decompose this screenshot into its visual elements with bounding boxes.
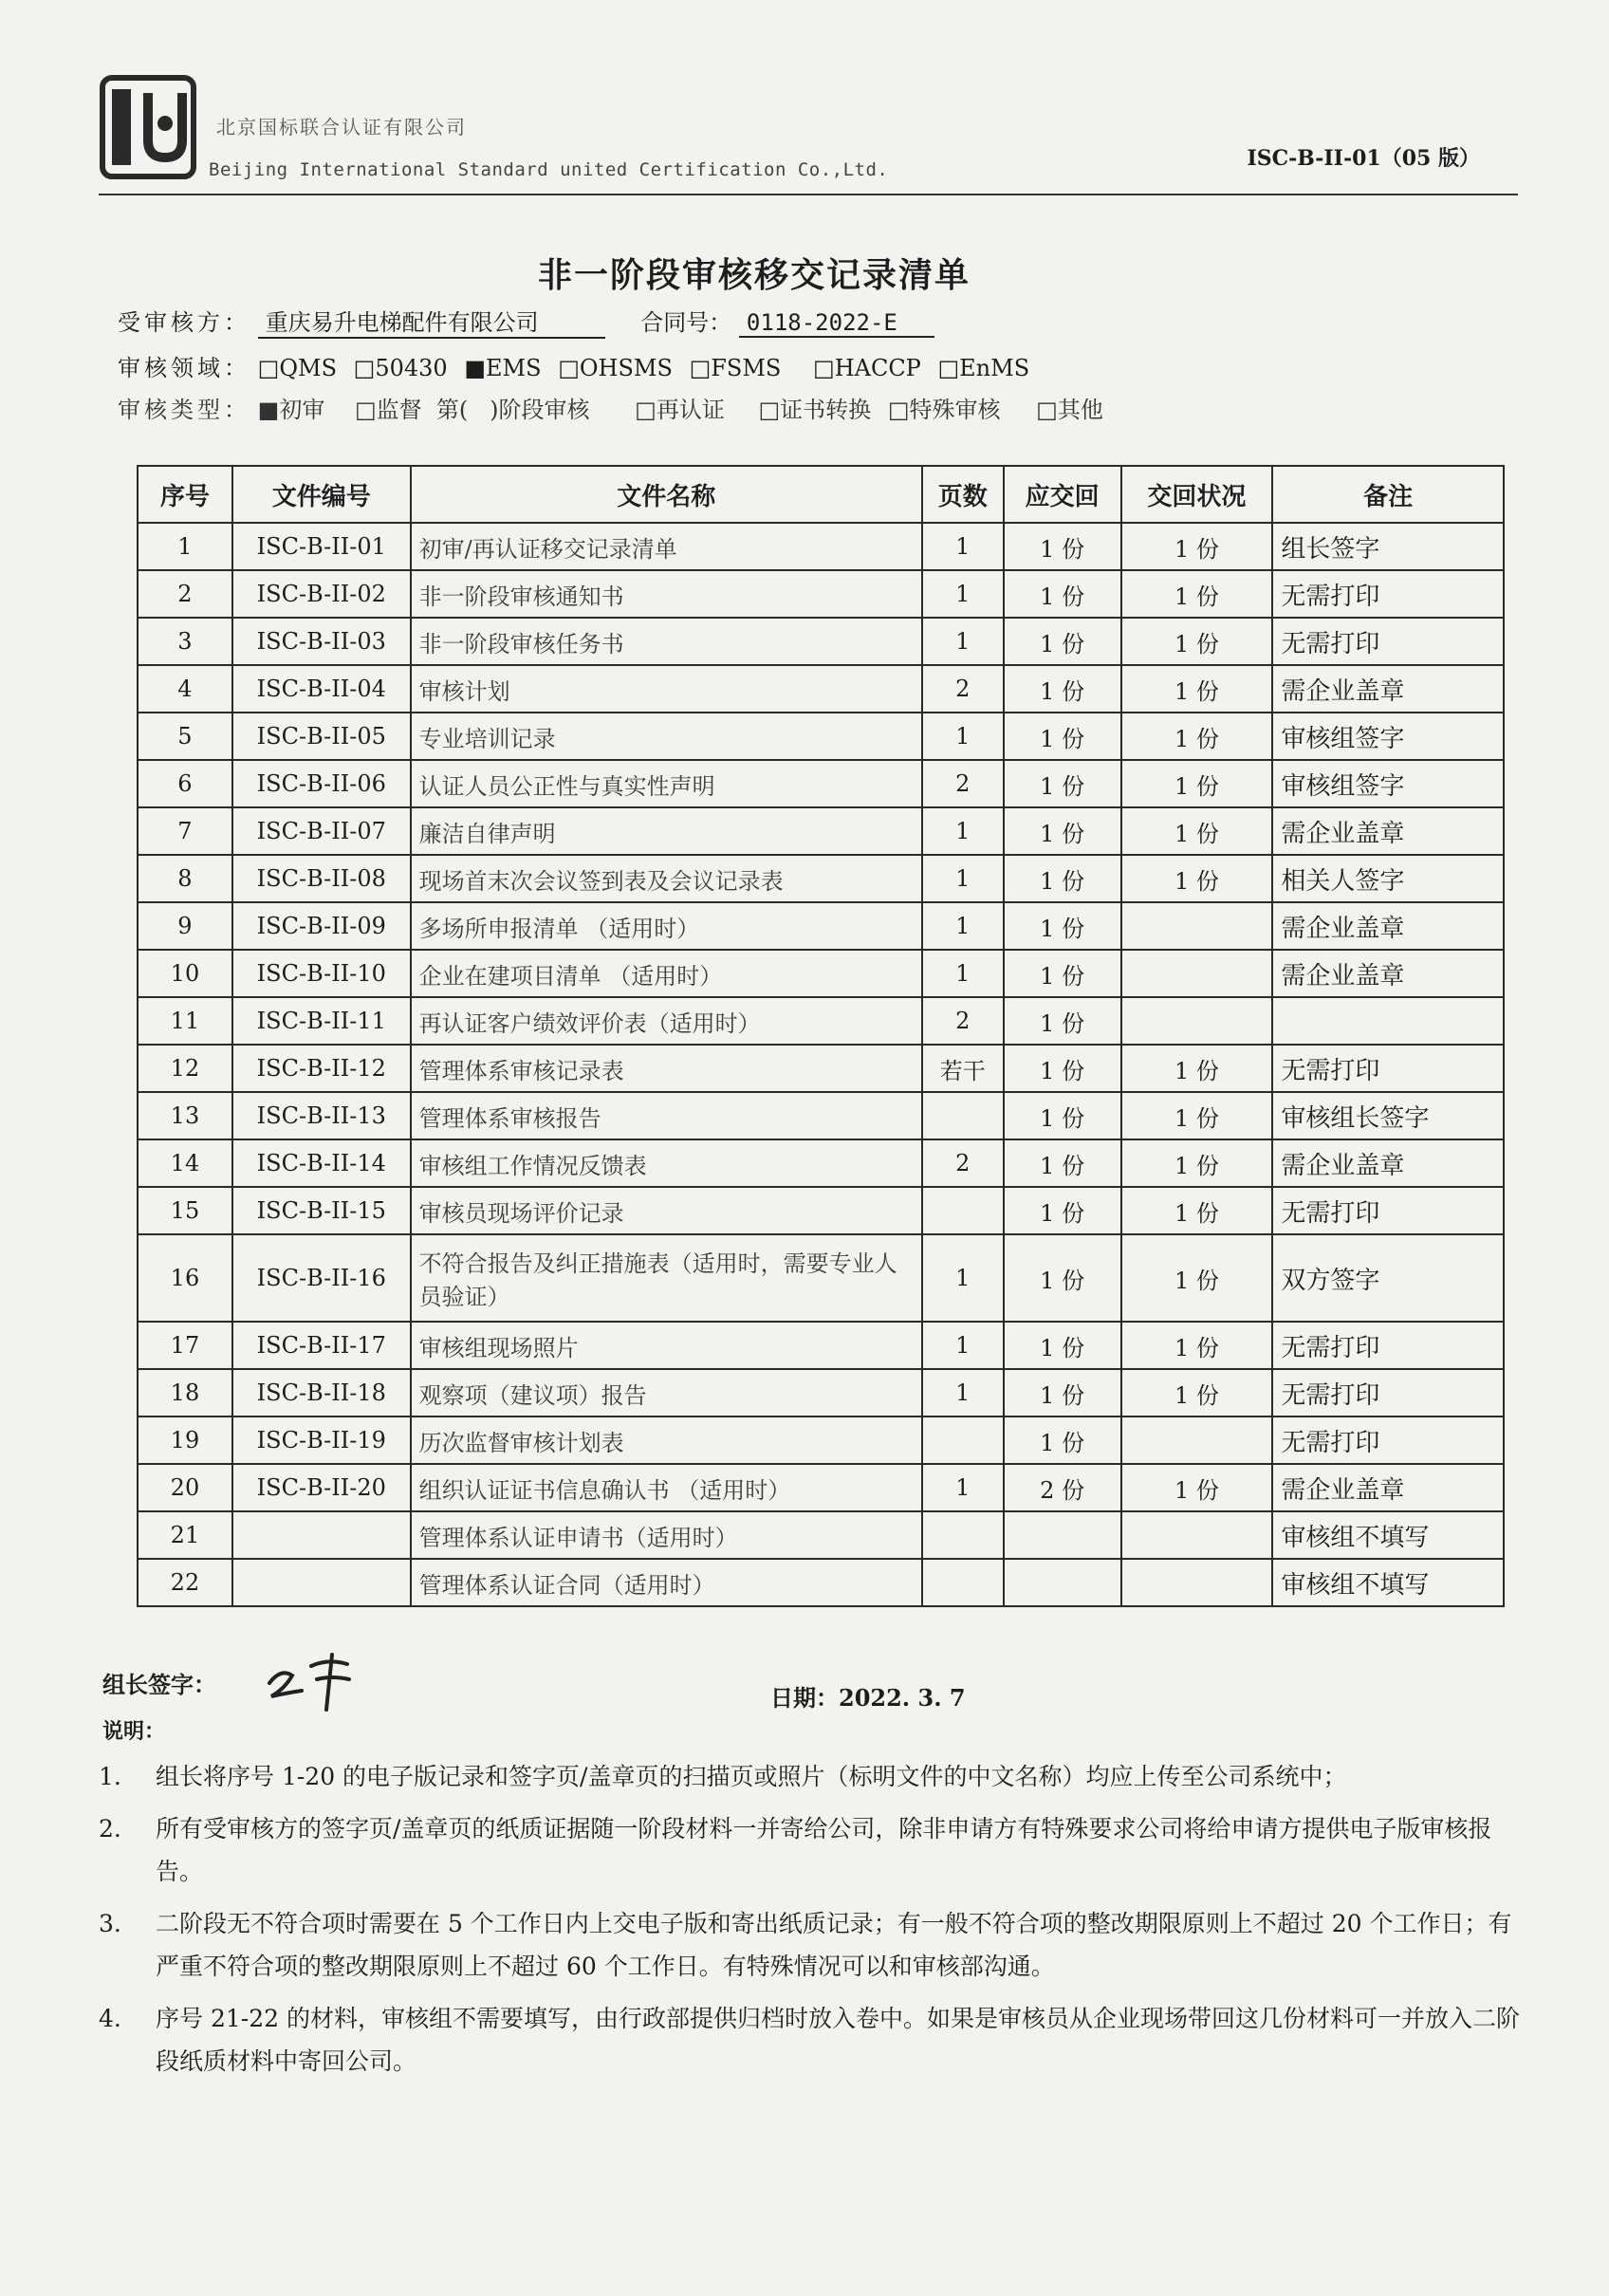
cell-doc-no: ISC-B-II-13 [232, 1092, 411, 1139]
table-row [138, 523, 1504, 570]
cell-pages [922, 1092, 1004, 1139]
cell-remarks: 双方签字 [1272, 1234, 1504, 1322]
cell-remarks: 需企业盖章 [1272, 950, 1504, 997]
cell-remarks: 需企业盖章 [1272, 902, 1504, 950]
cell-doc-no: ISC-B-II-19 [232, 1416, 411, 1464]
cell-due: 1 份 [1004, 1139, 1121, 1187]
table-row [138, 902, 1504, 950]
cell-seq: 7 [138, 807, 232, 855]
cell-due: 2 份 [1004, 1464, 1121, 1511]
cell-seq: 1 [138, 523, 232, 570]
cell-returned: 1 份 [1121, 1322, 1273, 1369]
note-item [99, 1807, 1522, 1893]
cell-due: 1 份 [1004, 1416, 1121, 1464]
cell-doc-no: ISC-B-II-05 [232, 713, 411, 760]
col-header-pages: 页数 [922, 466, 1004, 523]
cell-remarks: 审核组不填写 [1272, 1559, 1504, 1606]
cell-remarks: 需企业盖章 [1272, 807, 1504, 855]
cell-due: 1 份 [1004, 1045, 1121, 1092]
cell-returned [1121, 902, 1273, 950]
cell-doc-name: 多场所申报清单 （适用时） [411, 902, 922, 950]
col-header-remarks: 备注 [1272, 466, 1504, 523]
header-divider [99, 194, 1518, 195]
audit-domain-label: 审核领域： [118, 355, 250, 381]
type-option-transfer: □证书转换 [758, 397, 872, 423]
cell-doc-name: 组织认证证书信息确认书 （适用时） [411, 1464, 922, 1511]
table-row [138, 1234, 1504, 1322]
cell-seq: 22 [138, 1559, 232, 1606]
transfer-record-table [137, 465, 1505, 1607]
cell-remarks: 无需打印 [1272, 1416, 1504, 1464]
note-number: 4. [99, 2005, 121, 2032]
company-name-cn: 北京国标联合认证有限公司 [216, 116, 467, 139]
table-row [138, 855, 1504, 902]
cell-doc-name: 再认证客户绩效评价表（适用时） [411, 997, 922, 1045]
col-header-returned: 交回状况 [1121, 466, 1273, 523]
cell-due [1004, 1511, 1121, 1559]
table-row [138, 807, 1504, 855]
cell-doc-no: ISC-B-II-18 [232, 1369, 411, 1416]
cell-pages: 1 [922, 1322, 1004, 1369]
cell-doc-no [232, 1559, 411, 1606]
cell-doc-no: ISC-B-II-10 [232, 950, 411, 997]
cell-doc-no [232, 1511, 411, 1559]
cell-doc-no: ISC-B-II-20 [232, 1464, 411, 1511]
audited-party-line [118, 304, 934, 339]
cell-doc-no: ISC-B-II-01 [232, 523, 411, 570]
table-row [138, 1559, 1504, 1606]
cell-due: 1 份 [1004, 1369, 1121, 1416]
cell-remarks: 无需打印 [1272, 618, 1504, 665]
cell-doc-name: 管理体系认证合同（适用时） [411, 1559, 922, 1606]
cell-due: 1 份 [1004, 618, 1121, 665]
col-header-doc-name: 文件名称 [411, 466, 922, 523]
cell-seq: 9 [138, 902, 232, 950]
cell-pages: 1 [922, 523, 1004, 570]
cell-seq: 11 [138, 997, 232, 1045]
cell-pages: 1 [922, 1369, 1004, 1416]
cell-doc-name: 审核组现场照片 [411, 1322, 922, 1369]
domain-option-50430: □50430 [353, 355, 448, 381]
cell-pages: 1 [922, 1464, 1004, 1511]
domain-option-enms: □EnMS [937, 355, 1030, 381]
cell-remarks: 组长签字 [1272, 523, 1504, 570]
cell-remarks: 审核组长签字 [1272, 1092, 1504, 1139]
cell-seq: 8 [138, 855, 232, 902]
col-header-due: 应交回 [1004, 466, 1121, 523]
cell-seq: 10 [138, 950, 232, 997]
table-row [138, 1092, 1504, 1139]
cell-returned: 1 份 [1121, 1369, 1273, 1416]
col-header-seq: 序号 [138, 466, 232, 523]
cell-pages: 2 [922, 1139, 1004, 1187]
table-row [138, 1322, 1504, 1369]
type-option-special: □特殊审核 [887, 397, 1001, 423]
leader-signature-label: 组长签字： [102, 1671, 216, 1698]
cell-pages: 2 [922, 665, 1004, 713]
cell-returned: 1 份 [1121, 807, 1273, 855]
cell-pages: 1 [922, 1234, 1004, 1322]
cell-returned: 1 份 [1121, 1092, 1273, 1139]
contract-number: 0118-2022-E [739, 309, 934, 338]
cell-remarks: 审核组签字 [1272, 713, 1504, 760]
cell-due: 1 份 [1004, 570, 1121, 618]
cell-returned: 1 份 [1121, 523, 1273, 570]
cell-doc-no: ISC-B-II-14 [232, 1139, 411, 1187]
cell-remarks: 无需打印 [1272, 1322, 1504, 1369]
cell-due: 1 份 [1004, 1092, 1121, 1139]
table-row [138, 1511, 1504, 1559]
cell-due: 1 份 [1004, 950, 1121, 997]
cell-due: 1 份 [1004, 997, 1121, 1045]
cell-returned: 1 份 [1121, 760, 1273, 807]
table-row [138, 570, 1504, 618]
cell-seq: 12 [138, 1045, 232, 1092]
domain-option-ohsms: □OHSMS [558, 355, 673, 381]
cell-doc-no: ISC-B-II-09 [232, 902, 411, 950]
table-row [138, 1045, 1504, 1092]
cell-remarks: 无需打印 [1272, 1045, 1504, 1092]
document-code: ISC-B-II-01（05 版） [1247, 146, 1480, 171]
cell-doc-name: 审核组工作情况反馈表 [411, 1139, 922, 1187]
table-header-row [138, 466, 1504, 523]
table-row [138, 1416, 1504, 1464]
cell-pages [922, 1511, 1004, 1559]
cell-returned: 1 份 [1121, 1139, 1273, 1187]
table-row [138, 760, 1504, 807]
cell-returned: 1 份 [1121, 855, 1273, 902]
cell-due: 1 份 [1004, 1322, 1121, 1369]
table-row [138, 665, 1504, 713]
cell-doc-no: ISC-B-II-16 [232, 1234, 411, 1322]
cell-remarks: 无需打印 [1272, 570, 1504, 618]
cell-doc-no: ISC-B-II-12 [232, 1045, 411, 1092]
table-body [138, 523, 1504, 1606]
cell-doc-no: ISC-B-II-06 [232, 760, 411, 807]
cell-doc-name: 管理体系审核记录表 [411, 1045, 922, 1092]
cell-pages: 1 [922, 713, 1004, 760]
cell-due: 1 份 [1004, 855, 1121, 902]
cell-returned: 1 份 [1121, 618, 1273, 665]
note-text: 所有受审核方的签字页/盖章页的纸质证据随一阶段材料一并寄给公司，除非申请方有特殊要求公司将给申请方提供电子版审核报告。 [156, 1815, 1492, 1885]
table-row [138, 618, 1504, 665]
cell-returned [1121, 1511, 1273, 1559]
cell-remarks: 需企业盖章 [1272, 1464, 1504, 1511]
note-text: 序号 21-22 的材料，审核组不需要填写，由行政部提供归档时放入卷中。如果是审核员从企业现场带回这几份材料可一并放入二阶段纸质材料中寄回公司。 [156, 2005, 1520, 2075]
cell-remarks: 相关人签字 [1272, 855, 1504, 902]
company-name-en: Beijing International Standard united Certification Co.,Ltd. [209, 159, 889, 180]
cell-pages: 1 [922, 950, 1004, 997]
cell-returned [1121, 950, 1273, 997]
cell-pages: 1 [922, 855, 1004, 902]
cell-doc-no: ISC-B-II-17 [232, 1322, 411, 1369]
table-row [138, 950, 1504, 997]
cell-seq: 2 [138, 570, 232, 618]
table-row [138, 1139, 1504, 1187]
note-number: 2. [99, 1815, 121, 1842]
audit-type-label: 审核类型： [118, 397, 250, 423]
note-item [99, 1997, 1522, 2083]
audit-domain-line [118, 349, 1039, 382]
cell-doc-no: ISC-B-II-07 [232, 807, 411, 855]
cell-doc-name: 企业在建项目清单 （适用时） [411, 950, 922, 997]
cell-due: 1 份 [1004, 760, 1121, 807]
cell-doc-name: 不符合报告及纠正措施表（适用时，需要专业人员验证） [411, 1234, 922, 1322]
cell-pages: 2 [922, 760, 1004, 807]
cell-seq: 18 [138, 1369, 232, 1416]
note-number: 3. [99, 1910, 121, 1937]
cell-due: 1 份 [1004, 902, 1121, 950]
cell-seq: 14 [138, 1139, 232, 1187]
cell-doc-name: 非一阶段审核通知书 [411, 570, 922, 618]
cell-doc-name: 审核计划 [411, 665, 922, 713]
cell-remarks: 无需打印 [1272, 1187, 1504, 1234]
cell-seq: 19 [138, 1416, 232, 1464]
cell-doc-no: ISC-B-II-08 [232, 855, 411, 902]
cell-due [1004, 1559, 1121, 1606]
cell-seq: 6 [138, 760, 232, 807]
cell-returned: 1 份 [1121, 713, 1273, 760]
cell-due: 1 份 [1004, 665, 1121, 713]
notes-title: 说明： [102, 1719, 166, 1744]
cell-returned: 1 份 [1121, 665, 1273, 713]
table-row [138, 1187, 1504, 1234]
cell-seq: 21 [138, 1511, 232, 1559]
cell-remarks: 审核组不填写 [1272, 1511, 1504, 1559]
cell-seq: 4 [138, 665, 232, 713]
cell-pages [922, 1187, 1004, 1234]
cell-due: 1 份 [1004, 1234, 1121, 1322]
cell-seq: 15 [138, 1187, 232, 1234]
cell-seq: 17 [138, 1322, 232, 1369]
audited-party-value: 重庆易升电梯配件有限公司 [258, 304, 605, 339]
notes-list [99, 1755, 1522, 2092]
cell-doc-name: 现场首末次会议签到表及会议记录表 [411, 855, 922, 902]
cell-seq: 16 [138, 1234, 232, 1322]
cell-doc-name: 认证人员公正性与真实性声明 [411, 760, 922, 807]
domain-option-fsms: □FSMS [689, 355, 782, 381]
cell-pages: 1 [922, 570, 1004, 618]
cell-doc-name: 廉洁自律声明 [411, 807, 922, 855]
audit-type-line [118, 391, 1113, 424]
cell-due: 1 份 [1004, 807, 1121, 855]
cell-doc-name: 观察项（建议项）报告 [411, 1369, 922, 1416]
cell-remarks: 审核组签字 [1272, 760, 1504, 807]
table-row [138, 713, 1504, 760]
note-item [99, 1755, 1522, 1798]
cell-doc-name: 专业培训记录 [411, 713, 922, 760]
cell-returned: 1 份 [1121, 1464, 1273, 1511]
leader-signature [260, 1647, 364, 1713]
cell-doc-no: ISC-B-II-15 [232, 1187, 411, 1234]
cell-pages: 1 [922, 807, 1004, 855]
domain-option-haccp: □HACCP [813, 355, 921, 381]
cell-doc-no: ISC-B-II-02 [232, 570, 411, 618]
cell-doc-name: 初审/再认证移交记录清单 [411, 523, 922, 570]
type-option-recert: □再认证 [635, 397, 725, 423]
cell-pages [922, 1416, 1004, 1464]
audited-party-label: 受审核方： [118, 309, 250, 336]
note-text: 组长将序号 1-20 的电子版记录和签字页/盖章页的扫描页或照片（标明文件的中文名称）均应上传至公司系统中； [156, 1763, 1347, 1790]
cell-remarks: 需企业盖章 [1272, 1139, 1504, 1187]
cell-remarks: 需企业盖章 [1272, 665, 1504, 713]
cell-returned [1121, 1416, 1273, 1464]
sign-date: 日期：2022. 3. 7 [770, 1684, 966, 1712]
cell-seq: 20 [138, 1464, 232, 1511]
cell-due: 1 份 [1004, 1187, 1121, 1234]
col-header-doc-no: 文件编号 [232, 466, 411, 523]
cell-seq: 13 [138, 1092, 232, 1139]
cell-doc-no: ISC-B-II-03 [232, 618, 411, 665]
cell-seq: 3 [138, 618, 232, 665]
type-option-initial: ■初审 [257, 397, 325, 423]
cell-pages [922, 1559, 1004, 1606]
cell-doc-no: ISC-B-II-04 [232, 665, 411, 713]
cell-returned [1121, 1559, 1273, 1606]
table-row [138, 1369, 1504, 1416]
cell-returned [1121, 997, 1273, 1045]
domain-option-qms: □QMS [257, 355, 338, 381]
cell-pages: 2 [922, 997, 1004, 1045]
cell-doc-name: 审核员现场评价记录 [411, 1187, 922, 1234]
cell-doc-name: 管理体系审核报告 [411, 1092, 922, 1139]
page-title: 非一阶段审核移交记录清单 [537, 255, 971, 295]
cell-remarks [1272, 997, 1504, 1045]
cell-returned: 1 份 [1121, 1045, 1273, 1092]
cell-pages: 若干 [922, 1045, 1004, 1092]
note-item [99, 1902, 1522, 1988]
cell-returned: 1 份 [1121, 570, 1273, 618]
cell-returned: 1 份 [1121, 1234, 1273, 1322]
cell-doc-name: 非一阶段审核任务书 [411, 618, 922, 665]
cell-pages: 1 [922, 618, 1004, 665]
table-row [138, 997, 1504, 1045]
cell-remarks: 无需打印 [1272, 1369, 1504, 1416]
cell-pages: 1 [922, 902, 1004, 950]
table-row [138, 1464, 1504, 1511]
cell-seq: 5 [138, 713, 232, 760]
cell-doc-no: ISC-B-II-11 [232, 997, 411, 1045]
type-option-other: □其他 [1036, 397, 1103, 423]
domain-option-ems: ■EMS [464, 355, 542, 381]
note-text: 二阶段无不符合项时需要在 5 个工作日内上交电子版和寄出纸质记录；有一般不符合项的整改期限原则上不超过 20 个工作日；有严重不符合项的整改期限原则上不超过 60 个工作日。有特殊情况可以和审核部沟通。 [156, 1910, 1512, 1980]
cell-doc-name: 历次监督审核计划表 [411, 1416, 922, 1464]
cell-due: 1 份 [1004, 713, 1121, 760]
note-number: 1. [99, 1763, 121, 1790]
cell-due: 1 份 [1004, 523, 1121, 570]
type-option-surveillance: □监督 第( )阶段审核 [354, 397, 590, 423]
cell-doc-name: 管理体系认证申请书（适用时） [411, 1511, 922, 1559]
contract-label: 合同号： [640, 309, 732, 336]
company-logo [99, 74, 197, 180]
cell-returned: 1 份 [1121, 1187, 1273, 1234]
